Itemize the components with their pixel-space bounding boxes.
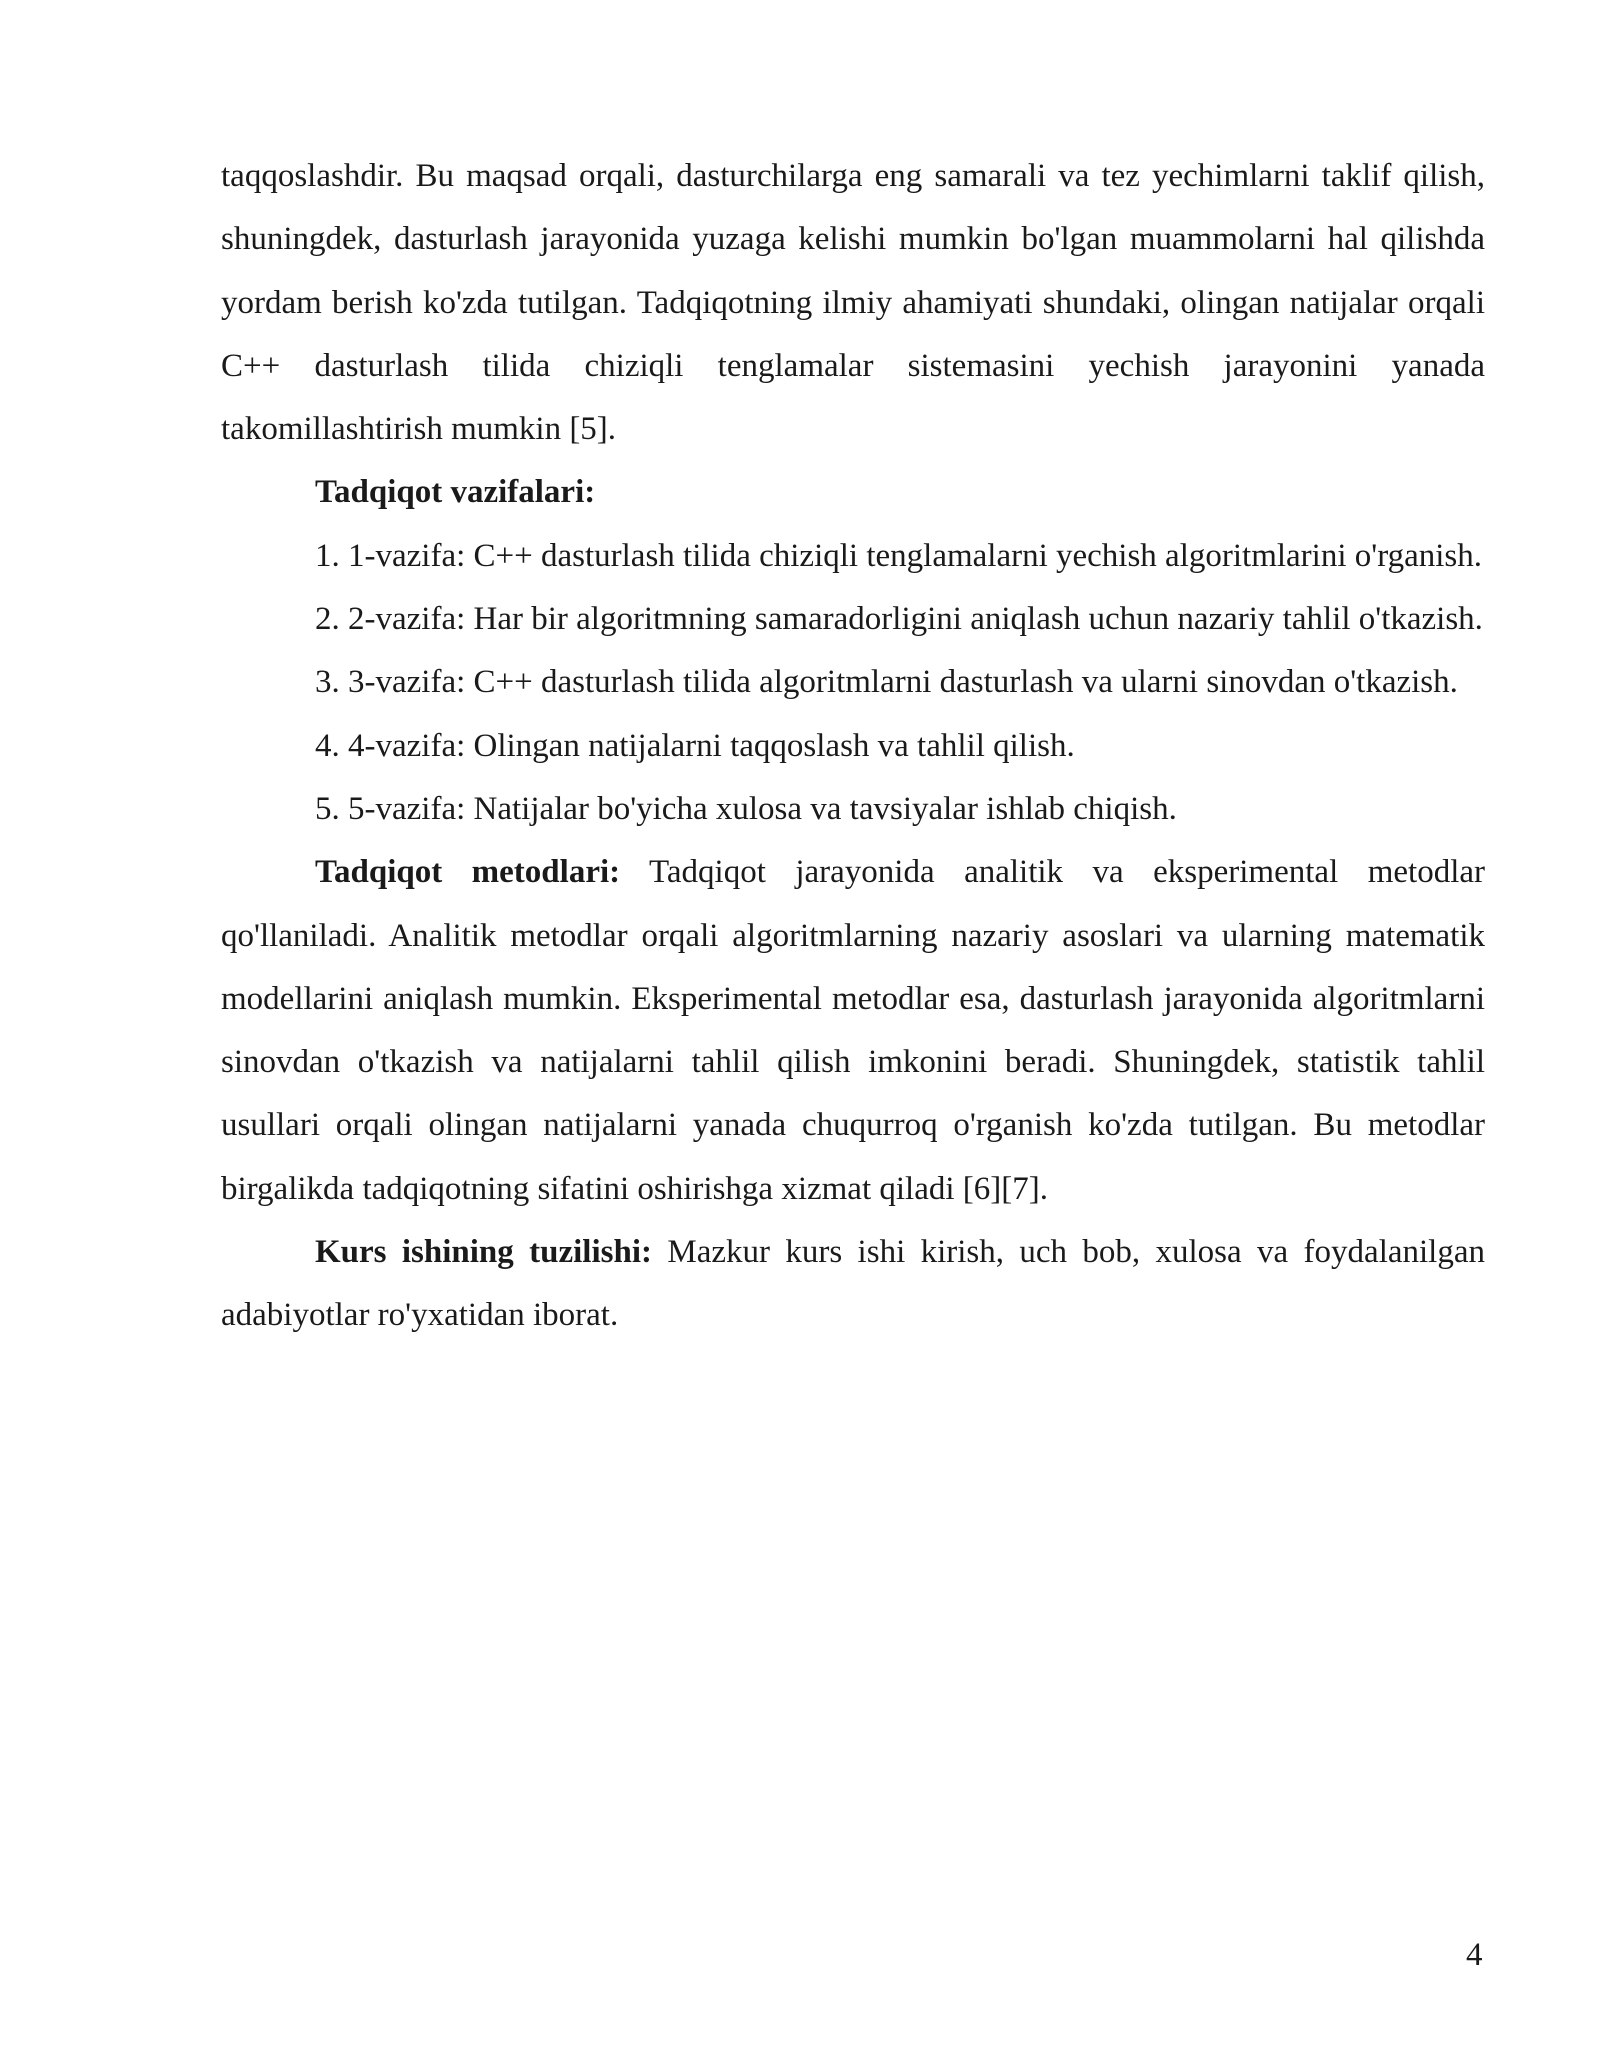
tasks-list — [221, 525, 1485, 841]
structure-paragraph — [221, 1221, 1485, 1348]
structure-text: Mazkur kurs ishi kirish, uch bob, xulosa va foydalanilgan adabiyotlar ro'yxatidan iborat. — [221, 1234, 1485, 1334]
document-body — [221, 145, 1485, 1348]
methods-heading: Tadqiqot metodlari: — [315, 854, 621, 891]
task-item-3: 3. 3-vazifa: C++ dasturlash tilida algoritmlarni dasturlash va ularni sinovdan o'tkazish. — [315, 664, 1458, 701]
tasks-heading: Tadqiqot vazifalari: — [315, 474, 596, 511]
task-item-2: 2. 2-vazifa: Har bir algoritmning samaradorligini aniqlash uchun nazariy tahlil o'tkazish. — [315, 601, 1483, 638]
methods-paragraph — [221, 841, 1485, 1221]
task-item-4: 4. 4-vazifa: Olingan natijalarni taqqoslash va tahlil qilish. — [315, 727, 1075, 764]
task-item-5: 5. 5-vazifa: Natijalar bo'yicha xulosa va tavsiyalar ishlab chiqish. — [315, 790, 1177, 827]
methods-text: Tadqiqot jarayonida analitik va eksperimental metodlar qo'llaniladi. Analitik metodlar orqali algoritmlarning nazariy asoslari va ularning matematik modellarini aniqlash mumkin. Eksperimental metodlar esa, dasturlash jarayonida algoritmlarni sinovdan o'tkazish va natijalarni tahlil qilish imkonini beradi. Shuningdek, statistik tahlil usullari orqali olingan natijalarni yanada chuqurroq o'rganish ko'zda tutilgan. Bu metodlar birgalikda tadqiqotning sifatini oshirishga xizmat qiladi [6][7]. — [221, 854, 1485, 1207]
structure-heading: Kurs ishining tuzilishi: — [315, 1234, 652, 1271]
page-number: 4 — [1466, 1937, 1483, 1973]
intro-paragraph: taqqoslashdir. Bu maqsad orqali, dasturchilarga eng samarali va tez yechimlarni taklif qilish, shuningdek, dasturlash jarayonida yuzaga kelishi mumkin bo'lgan muammolarni hal qilishda yordam berish ko'zda tutilgan. Tadqiqotning ilmiy ahamiyati shundaki, olingan natijalar orqali C++ dasturlash tilida chiziqli tenglamalar sistemasini yechish jarayonini yanada takomillashtirish mumkin [5]. — [221, 158, 1485, 448]
task-item-1: 1. 1-vazifa: C++ dasturlash tilida chiziqli tenglamalarni yechish algoritmlarini o'rganish. — [315, 537, 1483, 574]
